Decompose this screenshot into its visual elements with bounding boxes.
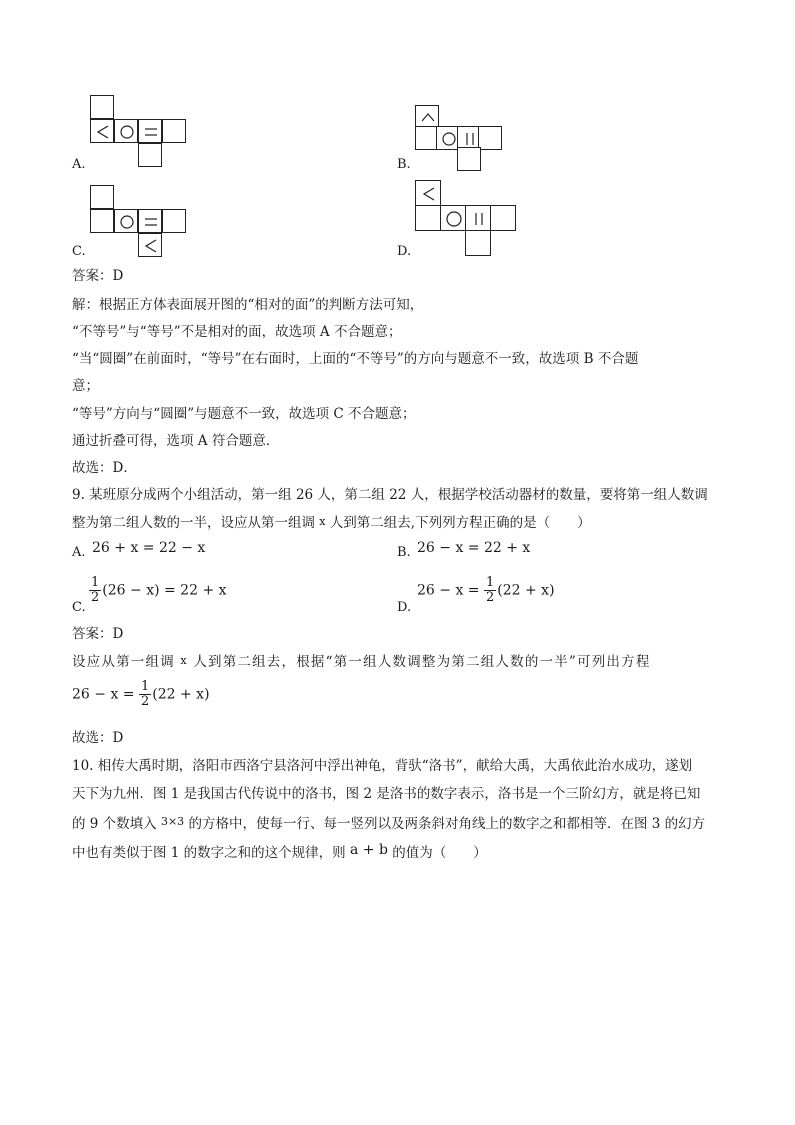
net-cell-less-than bbox=[138, 233, 162, 257]
net-cell-equals bbox=[138, 119, 162, 143]
net-cell-circle bbox=[440, 205, 466, 231]
q8-choice: 故选：D． bbox=[72, 460, 137, 476]
q10-grid-size: 3×3 bbox=[160, 815, 185, 828]
net-cell-circle bbox=[114, 119, 138, 143]
q8-solution-line-3: “当“圆圈”在前面时，“等号”在右面时，上面的“不等号”的方向与题意不一致，故选项 B 不合题 bbox=[72, 351, 639, 367]
fraction-denominator: 2 bbox=[140, 694, 150, 709]
net-cell bbox=[162, 209, 186, 233]
q9-option-d-label: D. bbox=[397, 600, 412, 615]
less-than-icon bbox=[91, 120, 115, 144]
q9-option-d-equation bbox=[417, 576, 555, 605]
q9-stem-line-2 bbox=[72, 512, 591, 533]
equals-horizontal-icon bbox=[139, 120, 163, 144]
net-cell bbox=[138, 143, 162, 167]
net-cell bbox=[465, 230, 491, 256]
q9-option-a-equation: 26 + x = 22 − x bbox=[92, 540, 206, 556]
equation-rest: (26 − x) = 22 + x bbox=[102, 582, 227, 599]
q9-solution-text: 人到第二组去，根据“第一组人数调整为第二组人数的一半”可列出方程 bbox=[193, 654, 651, 670]
q10-text: 的值为（ ） bbox=[392, 845, 487, 861]
equation-rest: (22 + x) bbox=[497, 582, 555, 599]
q9-option-c-equation bbox=[89, 576, 227, 605]
q9-stem-line-1: 9. 某班原分成两个小组活动，第一组 26 人，第二组 22 人，根据学校活动器材的数量，要将第一组人数调 bbox=[72, 487, 708, 503]
q9-option-b-label: B. bbox=[397, 545, 411, 560]
net-cell-equals bbox=[138, 209, 162, 233]
net-cell-equals bbox=[465, 205, 491, 231]
net-option-b bbox=[415, 105, 525, 175]
q9-answer: 答案：D bbox=[72, 626, 124, 642]
net-cell bbox=[90, 185, 114, 209]
net-option-b-label: B. bbox=[397, 157, 411, 172]
q8-solution-line-5: “等号”方向与“圆圈”与题意不一致，故选项 C 不合题意； bbox=[72, 406, 416, 422]
q10-text: 的方格中，使每一行、每一竖列以及两条斜对角线上的数字之和都相等．在图 3 的幻方 bbox=[188, 816, 706, 832]
net-option-c-label: C. bbox=[72, 244, 86, 259]
net-cell bbox=[415, 205, 441, 231]
equation-rest: (22 + x) bbox=[152, 686, 210, 703]
equation-left: 26 − x = bbox=[417, 582, 480, 599]
net-option-a bbox=[90, 95, 200, 170]
net-cell bbox=[478, 126, 502, 150]
q10-text: 中也有类似于图 1 的数字之和的这个规律，则 bbox=[72, 845, 346, 861]
q9-option-a-label: A. bbox=[72, 545, 86, 560]
net-cell bbox=[490, 205, 516, 231]
fraction-numerator: 1 bbox=[140, 679, 150, 694]
fraction-denominator: 2 bbox=[91, 590, 100, 605]
net-cell-less-than bbox=[415, 180, 441, 206]
q9-variable: x bbox=[319, 515, 326, 528]
q9-option-b-equation: 26 − x = 22 + x bbox=[417, 540, 531, 556]
circle-icon bbox=[441, 206, 467, 232]
q9-choice: 故选：D bbox=[72, 730, 124, 746]
q9-stem-text: 整为第二组人数的一半，设应从第一组调 bbox=[72, 515, 315, 531]
q8-solution-line-4: 意； bbox=[72, 378, 99, 394]
q10-stem-line-4 bbox=[72, 840, 487, 863]
q8-answer: 答案：D bbox=[72, 268, 124, 284]
fraction-numerator: 1 bbox=[91, 575, 100, 590]
q9-option-c-label: C. bbox=[72, 600, 86, 615]
q8-solution-line-6: 通过折叠可得，选项 A 符合题意． bbox=[72, 433, 280, 449]
less-than-icon bbox=[139, 234, 163, 258]
equals-horizontal-icon bbox=[139, 210, 163, 234]
net-cell-circle bbox=[114, 209, 138, 233]
circle-icon bbox=[115, 210, 139, 234]
q10-stem-line-2: 天下为九州．图 1 是我国古代传说中的洛书，图 2 是洛书的数字表示，洛书是一个三阶幻方，就是将已知 bbox=[72, 786, 701, 802]
q10-text: 的 9 个数填入 bbox=[72, 816, 157, 832]
equation-left: 26 − x = bbox=[72, 686, 135, 703]
net-cell bbox=[162, 119, 186, 143]
net-option-d bbox=[415, 180, 525, 260]
net-cell bbox=[457, 147, 481, 171]
net-cell bbox=[90, 209, 114, 233]
q10-stem-line-3 bbox=[72, 812, 705, 834]
q9-solution-equation bbox=[72, 680, 210, 709]
q10-stem-line-1: 10. 相传大禹时期，洛阳市西洛宁县洛河中浮出神龟，背驮“洛书”，献给大禹，大禹依此治水成功，遂划 bbox=[72, 758, 693, 774]
equals-vertical-icon bbox=[466, 206, 492, 232]
q9-stem-text: 人到第二组去,下列列方程正确的是（ ） bbox=[329, 515, 591, 531]
q8-solution-line-1: 解：根据正方体表面展开图的“相对的面”的判断方法可知， bbox=[72, 297, 424, 313]
fraction-numerator: 1 bbox=[485, 575, 495, 590]
net-cell-less-than bbox=[90, 119, 114, 143]
q9-variable: x bbox=[180, 654, 188, 667]
circle-icon bbox=[115, 120, 139, 144]
net-option-a-label: A. bbox=[72, 157, 86, 172]
fraction-denominator: 2 bbox=[485, 590, 495, 605]
net-option-d-label: D. bbox=[397, 244, 412, 259]
net-option-c bbox=[90, 185, 200, 260]
q8-solution-line-2: “不等号”与“等号”不是相对的面，故选项 A 不合题意； bbox=[72, 324, 402, 340]
less-than-icon bbox=[416, 181, 442, 207]
q10-expression: a + b bbox=[349, 842, 388, 858]
net-cell bbox=[90, 95, 114, 119]
q9-solution-text: 设应从第一组调 bbox=[72, 654, 175, 670]
q9-solution-line-1 bbox=[72, 651, 651, 672]
